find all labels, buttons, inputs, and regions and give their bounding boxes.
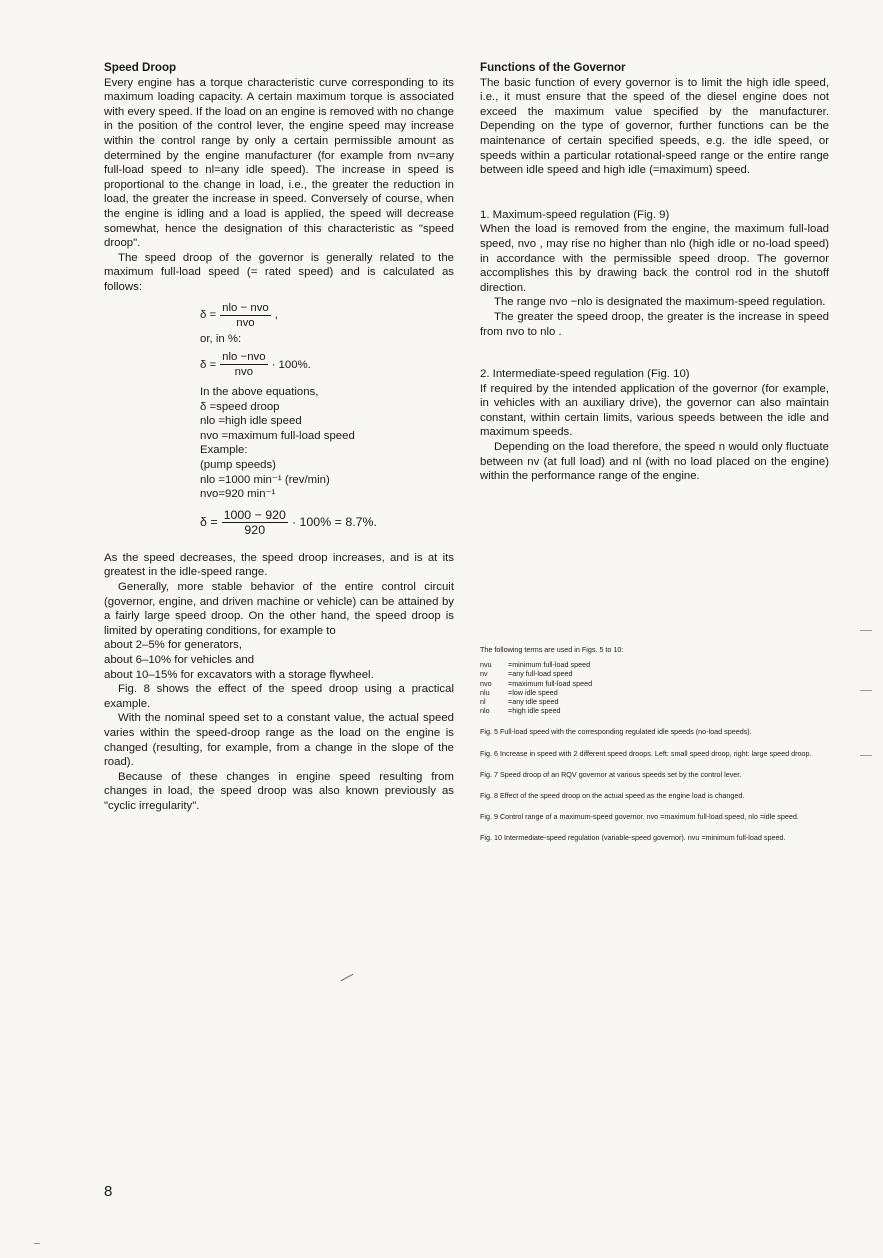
section-title-maximum-speed: 1. Maximum-speed regulation (Fig. 9) (480, 208, 670, 221)
term-definition: =any idle speed (508, 697, 559, 707)
term-definition: =low idle speed (508, 687, 558, 697)
right-column (480, 61, 829, 484)
paragraph: The range nvo −nlo is designated the maximum-speed regulation. (494, 296, 826, 309)
definitions-block (200, 385, 454, 502)
fraction (222, 508, 288, 537)
equation-3 (200, 508, 454, 537)
speed-droop-heading: Speed Droop (104, 61, 177, 74)
definition-line: nvo =maximum full-load speed (200, 429, 355, 442)
or-percent-label: or, in %: (200, 332, 242, 345)
term-symbol: nvu (480, 660, 492, 670)
margin-mark (860, 690, 872, 691)
paragraph: Every engine has a torque characteristic curve corresponding to its maximum loading capacity. A certain maximum torque is associated with every speed. If the load on an engine is removed with no change in the position of the control lever, the engine speed may increase within the control range by only a certain permissible amount as determined by the engine manufacturer (for example from nv=any full-load speed to nl=any idle speed). The increase in speed is proportional to the change in load, i.e., the greater the reduction in load, the greater the increase in speed. Conversely of course, when the engine is idling and a load is applied, the speed will decrease somewhat, hence the designation of this characteristic as "speed droop". (104, 76, 454, 250)
term-definition: =minimum full-load speed (508, 660, 591, 670)
list-item: about 10–15% for excavators with a storage flywheel. (104, 668, 374, 681)
paragraph: As the speed decreases, the speed droop increases, and is at its greatest in the idle-speed range. (104, 551, 454, 579)
definition-line: nvo=920 min⁻¹ (200, 488, 276, 501)
terms-list (480, 660, 832, 715)
numerator: nlo −nvo (222, 351, 266, 364)
paragraph: Depending on the load therefore, the speed n would only fluctuate between nv (at full load) and nl (with no load placed on the engine) within the performance range of the engine. (480, 441, 829, 483)
left-column (104, 61, 454, 814)
figure-caption-6: Fig. 6 Increase in speed with 2 different speed droops. Left: small speed droop, right: large speed droop. (480, 748, 812, 758)
numerator: 1000 − 920 (223, 507, 286, 522)
functions-heading: Functions of the Governor (480, 61, 626, 74)
paragraph: If required by the intended application of the governor (for example, in vehicles with an auxiliary drive), the governor can also maintain constant, within certain limits, various speeds between the idle and maximum speeds. (480, 382, 829, 439)
margin-mark (34, 1243, 40, 1244)
figure-caption-8: Fig. 8 Effect of the speed droop on the actual speed as the engine load is changed. (480, 791, 745, 801)
margin-mark (860, 630, 872, 631)
term-symbol: nvo (480, 678, 492, 688)
paragraph: Generally, more stable behavior of the entire control circuit (governor, engine, and driven machine or vehicle) can be attained by a fairly large speed droop. On the other hand, the speed droop is limited by operating conditions, for example to (104, 581, 454, 637)
equation-lhs: δ = (200, 515, 218, 530)
paragraph: The basic function of every governor is to limit the high idle speed, i.e., it must ensure that the speed of the diesel engine does not exceed the maximum value specified by the manufacturer. Depending on the type of governor, further functions can be the maintenance of certain specified speeds, e.g. the idle speed, or speeds within a particular rotational-speed range or the entire range between idle speed and high idle (=maximum) speed. (480, 76, 829, 177)
fraction (220, 301, 271, 330)
paragraph: When the load is removed from the engine, the maximum full-load speed, nvo , may rise no higher than nlo (high idle or no-load speed) in accordance with the permissible speed droop. The governor accomplishes this by drawing back the control rod in the shutoff direction. (480, 223, 829, 294)
paragraph: The greater the speed droop, the greater is the increase in speed from nvo to nlo . (480, 310, 829, 338)
equation-lhs: δ = (200, 358, 217, 371)
terms-intro: The following terms are used in Figs. 5 to 10: (480, 645, 624, 654)
equation-tail: · 100% = 8.7%. (291, 515, 378, 530)
equation-lhs: δ = (200, 309, 217, 321)
term-definition: =high idle speed (508, 706, 561, 716)
numerator: nlo − nvo (222, 301, 269, 314)
term-definition: =any full-load speed (508, 669, 573, 679)
margin-mark (860, 755, 872, 756)
list-item: about 6–10% for vehicles and (104, 654, 255, 666)
paragraph: The speed droop of the governor is generally related to the maximum full-load speed (= rated speed) and is calculated as follows: (104, 251, 454, 293)
definition-line: δ =speed droop (200, 400, 280, 413)
denominator: nvo (234, 366, 254, 379)
figure-caption-10: Fig. 10 Intermediate-speed regulation (variable-speed governor). nvu =minimum full-load speed. (480, 833, 786, 843)
equation-1 (200, 301, 454, 330)
definition-line: nlo =high idle speed (200, 415, 302, 428)
denominator: 920 (244, 522, 266, 537)
term-symbol: nv (480, 669, 488, 679)
list-item: about 2–5% for generators, (104, 639, 243, 652)
definition-line: Example: (200, 444, 248, 457)
term-symbol: nlo (480, 706, 490, 716)
pen-mark (341, 974, 354, 981)
paragraph: With the nominal speed set to a constant value, the actual speed varies within the speed-droop range as the load on the engine is changed (resulting, for example, from a change in the slope of the road). (104, 712, 454, 769)
equation-tail: · 100%. (271, 358, 311, 371)
definition-line: (pump speeds) (200, 459, 276, 472)
paragraph: Fig. 8 shows the effect of the speed droop using a practical example. (104, 683, 454, 710)
fraction (220, 350, 267, 379)
page-number: 8 (104, 1183, 113, 1200)
figure-caption-7: Fig. 7 Speed droop of an RQV governor at various speeds set by the control lever. (480, 769, 742, 779)
figure-notes (480, 645, 832, 843)
denominator: nvo (236, 316, 255, 329)
term-symbol: nl (480, 697, 486, 707)
term-definition: =maximum full-load speed (508, 678, 593, 688)
equation-2 (200, 350, 454, 379)
figure-caption-9: Fig. 9 Control range of a maximum-speed governor. nvo =maximum full-load speed, nlo =idle speed. (480, 812, 799, 822)
paragraph: Because of these changes in engine speed resulting from changes in load, the speed droop was also known previously as "cyclic irregularity". (104, 770, 454, 812)
figure-caption-5: Fig. 5 Full-load speed with the corresponding regulated idle speeds (no-load speeds). (480, 727, 752, 737)
definition-line: nlo =1000 min⁻¹ (rev/min) (200, 473, 330, 486)
equation-tail: , (274, 309, 278, 321)
term-symbol: nlu (480, 687, 490, 697)
definitions-intro: In the above equations, (200, 386, 319, 399)
section-title-intermediate-speed: 2. Intermediate-speed regulation (Fig. 10) (480, 368, 690, 381)
